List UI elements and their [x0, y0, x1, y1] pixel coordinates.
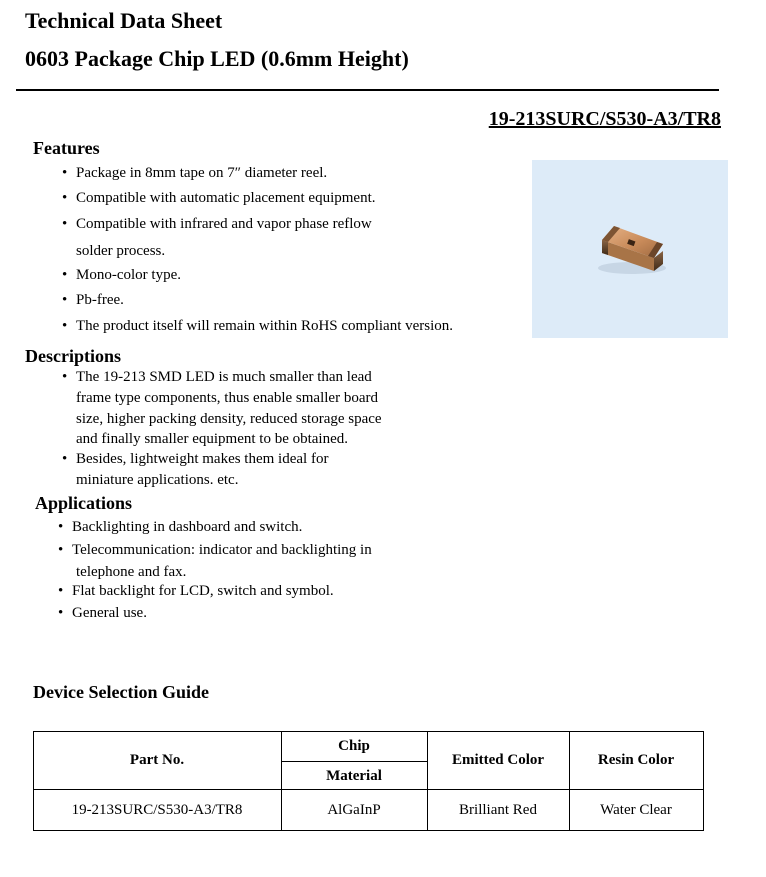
table-border-right	[703, 731, 704, 831]
features-item	[62, 163, 328, 183]
descriptions-item-continuation: miniature applications. etc.	[76, 472, 239, 488]
bullet-icon: •	[58, 583, 64, 599]
applications-item	[58, 517, 303, 537]
header-part-no: Part No.	[129, 751, 185, 768]
features-item	[62, 265, 181, 285]
header-material: Material	[326, 767, 382, 784]
features-item-text: Compatible with automatic placement equipment.	[76, 190, 376, 206]
features-item-continuation: solder process.	[76, 243, 166, 259]
cell-part-no: 19-213SURC/S530-A3/TR8	[71, 801, 243, 818]
header-chip: Chip	[338, 737, 370, 754]
bullet-icon: •	[62, 318, 68, 334]
table-border-bottom	[33, 830, 704, 831]
features-item-text: Compatible with infrared and vapor phase reflow	[76, 216, 372, 232]
bullet-icon: •	[62, 451, 68, 467]
document-subtitle: 0603 Package Chip LED (0.6mm Height)	[25, 46, 409, 71]
applications-item	[58, 540, 372, 560]
descriptions-item	[62, 449, 329, 469]
applications-item-text: Telecommunication: indicator and backlighting in	[72, 542, 372, 558]
descriptions-item-text: The 19-213 SMD LED is much smaller than lead	[76, 369, 372, 385]
features-heading: Features	[33, 138, 100, 158]
applications-item	[58, 603, 147, 623]
applications-item	[58, 581, 334, 601]
features-item	[62, 290, 124, 310]
features-item-text: Mono-color type.	[76, 267, 181, 283]
cell-material: AlGaInP	[327, 801, 381, 818]
features-item-text: Package in 8mm tape on 7″ diameter reel.	[76, 165, 328, 181]
descriptions-heading: Descriptions	[25, 346, 121, 366]
chip-led-icon	[532, 160, 728, 338]
device-selection-heading: Device Selection Guide	[33, 682, 209, 702]
cell-emitted-color: Brilliant Red	[459, 801, 537, 818]
applications-item-text: General use.	[72, 605, 147, 621]
applications-item-continuation: telephone and fax.	[76, 564, 187, 580]
document-title: Technical Data Sheet	[25, 8, 223, 33]
header-resin-color: Resin Color	[597, 751, 675, 768]
features-item-text: The product itself will remain within RoHS compliant version.	[76, 318, 454, 334]
descriptions-item-continuation: frame type components, thus enable smaller board	[76, 390, 378, 406]
features-item	[62, 188, 376, 208]
features-item	[62, 316, 454, 336]
descriptions-item-continuation: and finally smaller equipment to be obtained.	[76, 431, 349, 447]
bullet-icon: •	[62, 165, 68, 181]
features-item	[62, 214, 372, 234]
bullet-icon: •	[62, 267, 68, 283]
product-photo	[532, 160, 728, 338]
header-divider	[16, 89, 719, 91]
bullet-icon: •	[62, 369, 68, 385]
bullet-icon: •	[62, 292, 68, 308]
bullet-icon: •	[58, 605, 64, 621]
features-item-text: Pb-free.	[76, 292, 124, 308]
descriptions-item	[62, 367, 372, 387]
header-emitted-color: Emitted Color	[451, 751, 545, 768]
descriptions-item-text: Besides, lightweight makes them ideal for	[76, 451, 329, 467]
bullet-icon: •	[62, 190, 68, 206]
part-number-heading: 19-213SURC/S530-A3/TR8	[488, 108, 721, 130]
applications-item-text: Backlighting in dashboard and switch.	[72, 519, 303, 535]
bullet-icon: •	[58, 542, 64, 558]
applications-heading: Applications	[35, 493, 133, 513]
applications-item-text: Flat backlight for LCD, switch and symbol.	[72, 583, 334, 599]
bullet-icon: •	[62, 216, 68, 232]
bullet-icon: •	[58, 519, 64, 535]
descriptions-item-continuation: size, higher packing density, reduced storage space	[76, 411, 382, 427]
device-selection-table	[33, 731, 704, 831]
cell-resin-color: Water Clear	[600, 801, 672, 818]
